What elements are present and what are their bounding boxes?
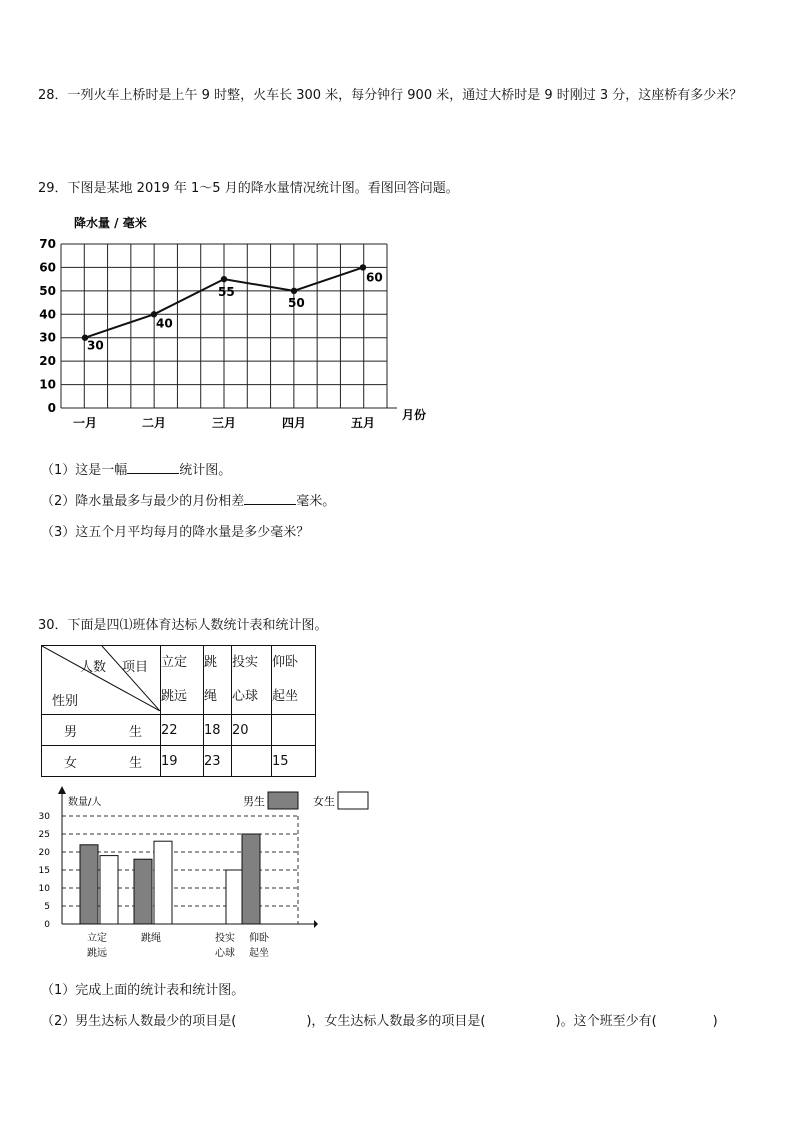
question-29-intro: 29．下图是某地 2019 年 1～5 月的降水量情况统计图。看图回答问题。	[38, 181, 459, 196]
y-tick-label: 30	[38, 812, 50, 822]
legend-label-girls: 女生	[313, 795, 335, 808]
row-label-girls: 女 生	[42, 746, 161, 777]
corner-label-gender: 性别	[52, 694, 79, 709]
line-chart	[30, 210, 440, 440]
data-label: 55	[218, 285, 235, 300]
table-header-col3: 投实 心球	[232, 646, 272, 715]
legend-swatch-boys	[268, 792, 298, 809]
question-30-sub2	[41, 1010, 718, 1029]
q29-sub2-before: （2）降水量最多与最少的月份相差	[41, 494, 245, 509]
bar-boys	[242, 834, 260, 924]
q29-sub1-blank[interactable]	[127, 461, 179, 474]
y-tick-label: 60	[39, 260, 56, 275]
y-axis-arrow	[58, 786, 66, 794]
data-label: 30	[87, 338, 104, 353]
y-tick-label: 0	[47, 401, 56, 415]
boy-value-4-blank[interactable]	[272, 715, 316, 746]
data-label: 40	[156, 316, 173, 331]
question-30-sub1: （1）完成上面的统计表和统计图。	[41, 983, 245, 998]
x-tick-label: 一月	[72, 416, 98, 430]
bar-girls	[154, 841, 172, 924]
x-tick-label: 四月	[281, 416, 307, 430]
x-axis-label: 月份	[402, 408, 427, 422]
x-tick-label: 三月	[211, 416, 237, 430]
y-tick-label: 0	[44, 920, 50, 930]
girl-value-1: 19	[161, 746, 204, 777]
y-tick-label: 70	[39, 237, 56, 251]
x-tick-label: 投实	[215, 933, 235, 944]
bar-boys	[80, 845, 98, 924]
y-tick-label: 5	[44, 902, 50, 912]
legend-label-boys: 男生	[243, 795, 265, 808]
q29-sub1-before: （1）这是一幅	[41, 463, 128, 478]
table-header-col4: 仰卧 起坐	[272, 646, 316, 715]
data-label: 50	[288, 295, 305, 310]
x-axis-arrow	[314, 920, 318, 928]
table-header-col2: 跳 绳	[204, 646, 232, 715]
table-row-girls	[42, 746, 316, 777]
x-tick-label: 跳远	[87, 948, 107, 959]
x-tick-label: 心球	[215, 948, 235, 959]
q30-sub2-part4: )	[712, 1014, 718, 1029]
q30-sub2-part2: )，女生达标人数最多的项目是(	[306, 1014, 486, 1029]
girl-value-4: 15	[272, 746, 316, 777]
x-tick-label: 二月	[141, 416, 167, 430]
boy-value-3: 20	[232, 715, 272, 746]
y-tick-label: 20	[39, 354, 56, 369]
x-tick-label: 立定	[87, 933, 107, 944]
legend-swatch-girls	[338, 792, 368, 809]
question-29-sub1	[41, 459, 231, 478]
data-point	[221, 276, 227, 282]
question-29-sub2	[41, 490, 335, 509]
boy-value-1: 22	[161, 715, 204, 746]
data-point	[291, 288, 297, 294]
x-tick-label: 起坐	[249, 948, 269, 959]
y-tick-label: 40	[39, 307, 56, 322]
question-29-sub3: （3）这五个月平均每月的降水量是多少毫米？	[41, 525, 310, 540]
x-tick-label: 跳绳	[141, 933, 161, 944]
y-tick-label: 50	[39, 283, 56, 298]
girl-value-2: 23	[204, 746, 232, 777]
q29-sub1-after: 统计图。	[179, 463, 232, 478]
bar-boys	[134, 859, 152, 924]
row-label-boys: 男 生	[42, 715, 161, 746]
q29-sub2-blank[interactable]	[244, 492, 296, 505]
bar-girls	[100, 856, 118, 924]
y-axis-label: 降水量 / 毫米	[74, 216, 147, 230]
y-tick-label: 15	[38, 866, 50, 876]
y-tick-label: 30	[39, 330, 56, 345]
bar-girls	[226, 870, 244, 924]
y-tick-label: 10	[38, 884, 50, 894]
x-tick-label: 五月	[350, 416, 376, 430]
x-tick-label: 仰卧	[249, 933, 269, 944]
data-label: 60	[366, 270, 383, 285]
question-30-intro: 30．下面是四⑴班体育达标人数统计表和统计图。	[38, 618, 328, 633]
y-axis-label: 数量/人	[68, 797, 102, 808]
table-header-col1: 立定 跳远	[161, 646, 204, 715]
bar-chart	[30, 785, 380, 965]
q29-sub2-after: 毫米。	[296, 494, 336, 509]
question-28: 28．一列火车上桥时是上午 9 时整，火车长 300 米，每分钟行 900 米，通过大桥时是 9 时刚过 3 分，这座桥有多少米？	[38, 88, 743, 103]
corner-label-count: 人数	[80, 660, 107, 675]
y-tick-label: 25	[38, 830, 50, 840]
corner-label-item: 项目	[122, 660, 149, 675]
y-tick-label: 20	[38, 848, 50, 858]
stat-table	[41, 645, 316, 777]
q30-sub2-part1: （2）男生达标人数最少的项目是(	[41, 1014, 237, 1029]
q30-sub2-part3: )。这个班至少有(	[555, 1014, 657, 1029]
boy-value-2: 18	[204, 715, 232, 746]
girl-value-3-blank[interactable]	[232, 746, 272, 777]
table-row-boys	[42, 715, 316, 746]
table-corner-cell	[42, 646, 161, 715]
y-tick-label: 10	[39, 377, 56, 392]
